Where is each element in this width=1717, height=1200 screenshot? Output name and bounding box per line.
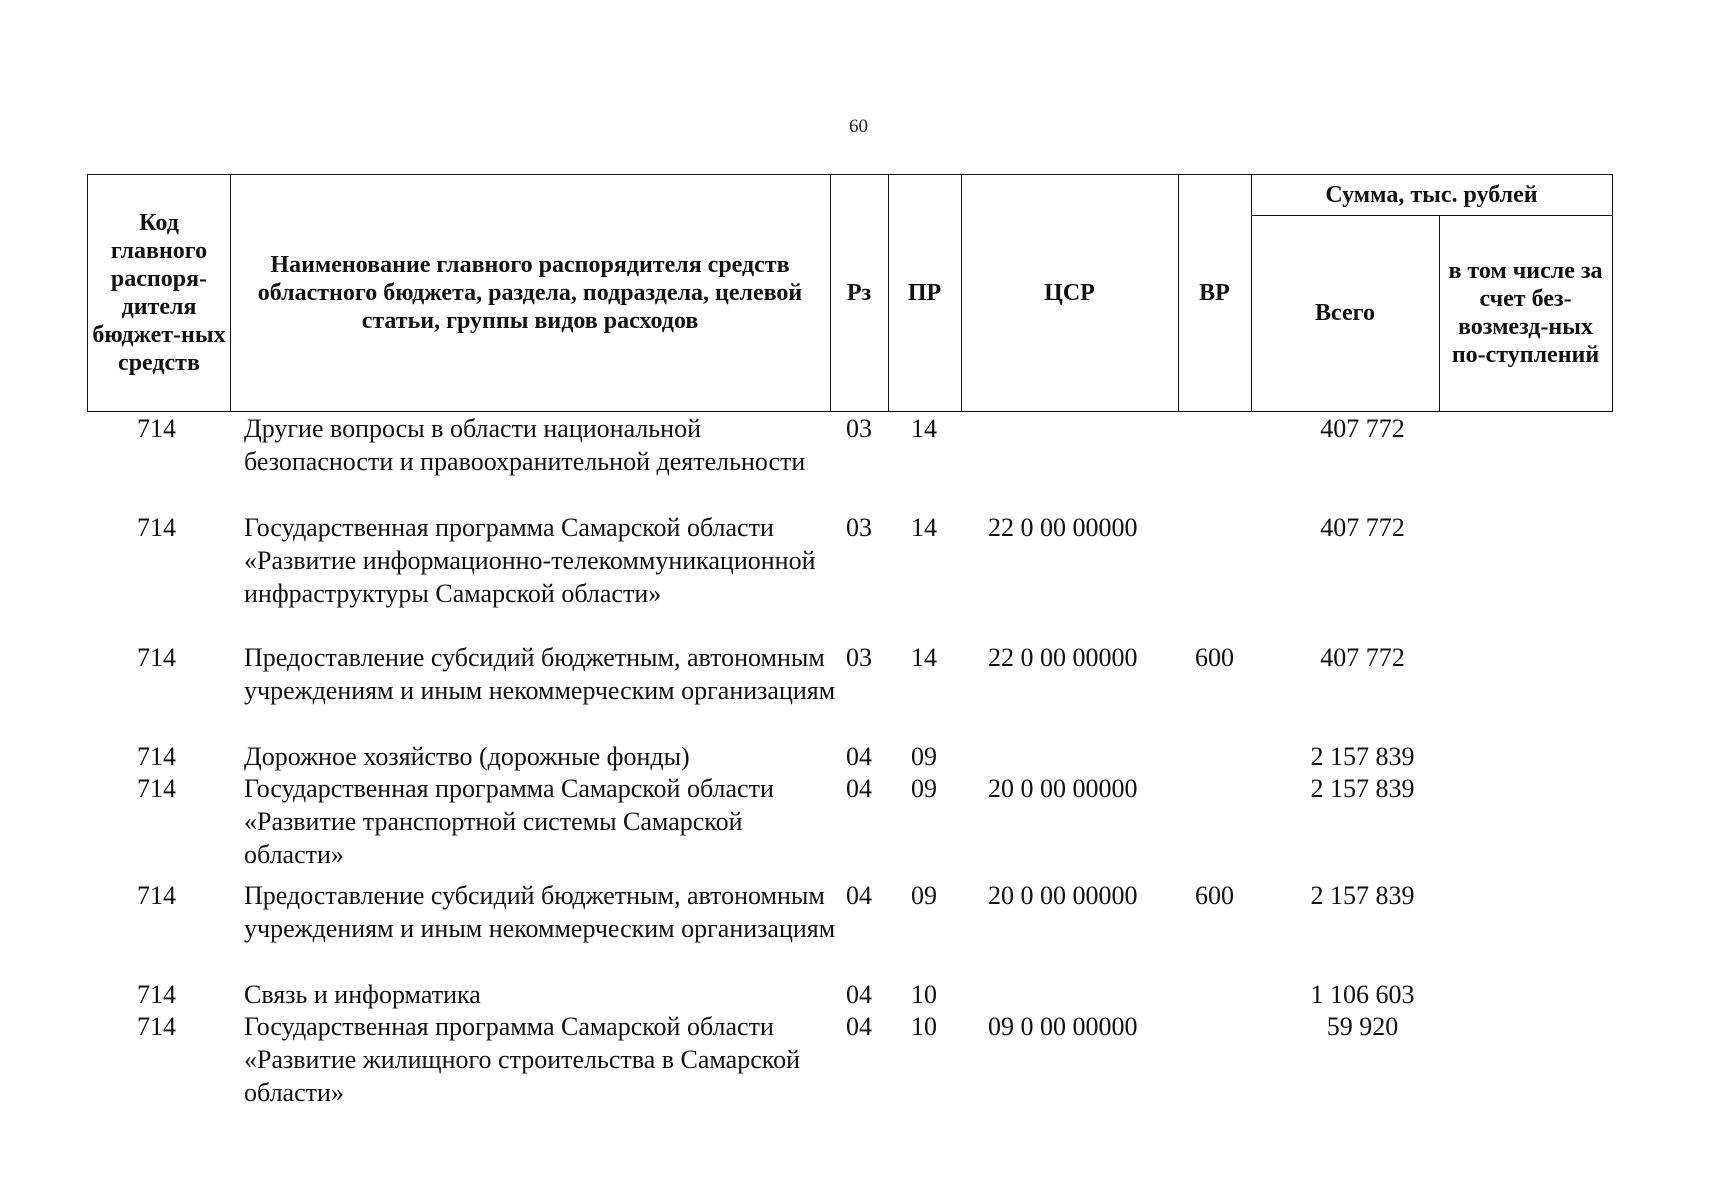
cell-total: 407 772	[1320, 414, 1405, 443]
header-total: Всего	[1315, 300, 1375, 326]
cell-csr: 20 0 00 00000	[988, 774, 1138, 803]
cell-code: 714	[137, 643, 176, 672]
cell-name: Государственная программа Самарской области «Развитие информационно-телекоммуникационной инфраструктуры Самарской области»	[244, 513, 816, 608]
cell-name: Предоставление субсидий бюджетным, автономным учреждениям и иным некоммерческим организациям	[244, 643, 836, 705]
cell-csr: 22 0 00 00000	[988, 643, 1138, 672]
cell-rz: 03	[846, 643, 872, 672]
cell-rz: 04	[846, 742, 872, 771]
cell-total: 407 772	[1320, 513, 1405, 542]
cell-pr: 14	[911, 414, 937, 443]
cell-pr: 14	[911, 643, 937, 672]
cell-pr: 10	[911, 980, 937, 1009]
cell-vr: 600	[1195, 643, 1234, 672]
cell-csr: 09 0 00 00000	[988, 1012, 1138, 1041]
cell-code: 714	[137, 742, 176, 771]
cell-code: 714	[137, 1012, 176, 1041]
cell-rz: 03	[846, 513, 872, 542]
cell-pr: 09	[911, 742, 937, 771]
cell-name: Связь и информатика	[244, 980, 481, 1009]
cell-code: 714	[137, 980, 176, 1009]
cell-rz: 03	[846, 414, 872, 443]
table-header	[87, 174, 1613, 412]
cell-code: 714	[137, 513, 176, 542]
cell-code: 714	[137, 414, 176, 443]
cell-csr: 20 0 00 00000	[988, 881, 1138, 910]
cell-rz: 04	[846, 881, 872, 910]
header-sum: Сумма, тыс. рублей	[1325, 182, 1538, 208]
header-csr: ЦСР	[1044, 280, 1095, 306]
header-name: Наименование главного распорядителя средств областного бюджета, раздела, подраздела, целевой статьи, группы видов расходов	[257, 252, 803, 334]
cell-name: Государственная программа Самарской области «Развитие жилищного строительства в Самарской области»	[244, 1012, 800, 1107]
cell-pr: 09	[911, 774, 937, 803]
cell-pr: 10	[911, 1012, 937, 1041]
cell-rz: 04	[846, 774, 872, 803]
cell-total: 2 157 839	[1310, 742, 1415, 771]
cell-name: Другие вопросы в области национальной безопасности и правоохранительной деятельности	[244, 414, 806, 476]
page-number: 60	[849, 116, 868, 137]
cell-pr: 09	[911, 881, 937, 910]
cell-pr: 14	[911, 513, 937, 542]
header-rz: Рз	[846, 280, 872, 306]
cell-name: Дорожное хозяйство (дорожные фонды)	[244, 742, 690, 771]
cell-code: 714	[137, 774, 176, 803]
cell-rz: 04	[846, 980, 872, 1009]
cell-name: Государственная программа Самарской области «Развитие транспортной системы Самарской области»	[244, 774, 774, 869]
cell-total: 59 920	[1326, 1012, 1399, 1041]
header-incl: в том числе за счет без-возмезд-ных по-ступлений	[1448, 258, 1603, 368]
cell-total: 407 772	[1320, 643, 1405, 672]
header-vr: ВР	[1199, 280, 1230, 306]
cell-name: Предоставление субсидий бюджетным, автономным учреждениям и иным некоммерческим организациям	[244, 881, 836, 943]
cell-total: 2 157 839	[1310, 774, 1415, 803]
header-code: Код главного распоря-дителя бюджет-ных средств	[92, 210, 226, 376]
cell-csr: 22 0 00 00000	[988, 513, 1138, 542]
cell-code: 714	[137, 881, 176, 910]
cell-total: 1 106 603	[1310, 980, 1415, 1009]
cell-total: 2 157 839	[1310, 881, 1415, 910]
cell-vr: 600	[1195, 881, 1234, 910]
cell-rz: 04	[846, 1012, 872, 1041]
header-pr: ПР	[907, 280, 942, 306]
